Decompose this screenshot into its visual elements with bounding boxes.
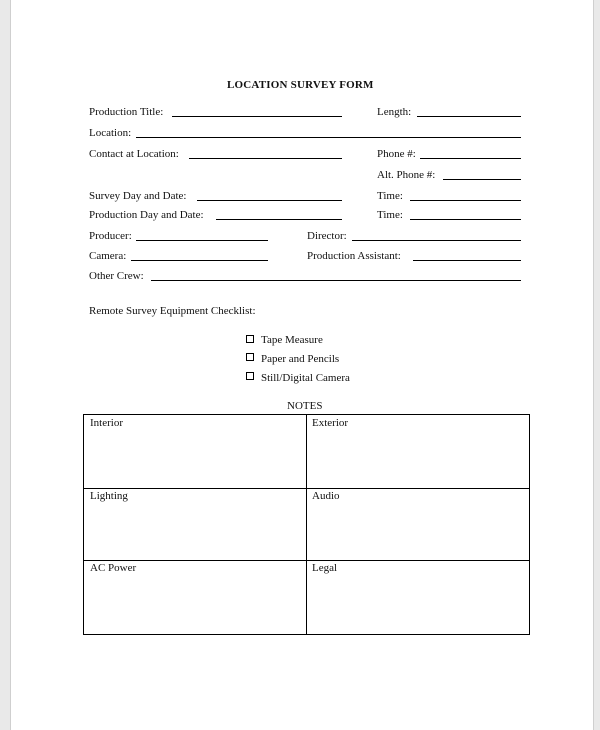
director-label: Director: <box>307 230 347 242</box>
producer-label: Producer: <box>89 230 132 242</box>
production-day-label: Production Day and Date: <box>89 209 204 221</box>
notes-cell-legal[interactable]: Legal <box>312 562 338 574</box>
other-crew-line[interactable] <box>151 280 521 281</box>
notes-heading: NOTES <box>287 400 323 412</box>
survey-day-line[interactable] <box>197 200 342 201</box>
time1-label: Time: <box>377 190 403 202</box>
producer-line[interactable] <box>136 240 268 241</box>
tape-measure-checkbox[interactable] <box>246 335 254 343</box>
paper-pencils-checkbox[interactable] <box>246 353 254 361</box>
camera-checkbox[interactable] <box>246 372 254 380</box>
length-line[interactable] <box>417 116 521 117</box>
camera-label: Camera: <box>89 250 127 262</box>
location-line[interactable] <box>136 137 521 138</box>
form-page <box>10 0 594 730</box>
notes-cell-audio[interactable]: Audio <box>312 490 340 502</box>
production-assistant-line[interactable] <box>413 260 521 261</box>
survey-day-label: Survey Day and Date: <box>89 190 187 202</box>
notes-cell-interior[interactable]: Interior <box>90 417 123 429</box>
production-day-line[interactable] <box>216 219 342 220</box>
length-label: Length: <box>377 106 412 118</box>
alt-phone-label: Alt. Phone #: <box>377 169 436 181</box>
tape-measure-label: Tape Measure <box>261 334 323 346</box>
contact-line[interactable] <box>189 158 342 159</box>
phone-line[interactable] <box>420 158 521 159</box>
notes-divider-row2 <box>84 560 529 561</box>
camera-line[interactable] <box>131 260 268 261</box>
notes-cell-lighting[interactable]: Lighting <box>90 490 128 502</box>
location-label: Location: <box>89 127 132 139</box>
form-title: LOCATION SURVEY FORM <box>227 79 374 91</box>
production-title-label: Production Title: <box>89 106 164 118</box>
notes-table <box>83 414 530 635</box>
notes-divider-row1 <box>84 488 529 489</box>
contact-label: Contact at Location: <box>89 148 179 160</box>
director-line[interactable] <box>352 240 521 241</box>
notes-divider-vertical <box>306 415 307 634</box>
checklist-heading: Remote Survey Equipment Checklist: <box>89 305 256 317</box>
time2-label: Time: <box>377 209 403 221</box>
time1-line[interactable] <box>410 200 521 201</box>
production-assistant-label: Production Assistant: <box>307 250 401 262</box>
time2-line[interactable] <box>410 219 521 220</box>
notes-cell-ac-power[interactable]: AC Power <box>90 562 137 574</box>
camera-item-label: Still/Digital Camera <box>261 372 350 384</box>
notes-cell-exterior[interactable]: Exterior <box>312 417 349 429</box>
alt-phone-line[interactable] <box>443 179 521 180</box>
phone-label: Phone #: <box>377 148 416 160</box>
paper-pencils-label: Paper and Pencils <box>261 353 340 365</box>
production-title-line[interactable] <box>172 116 342 117</box>
other-crew-label: Other Crew: <box>89 270 144 282</box>
